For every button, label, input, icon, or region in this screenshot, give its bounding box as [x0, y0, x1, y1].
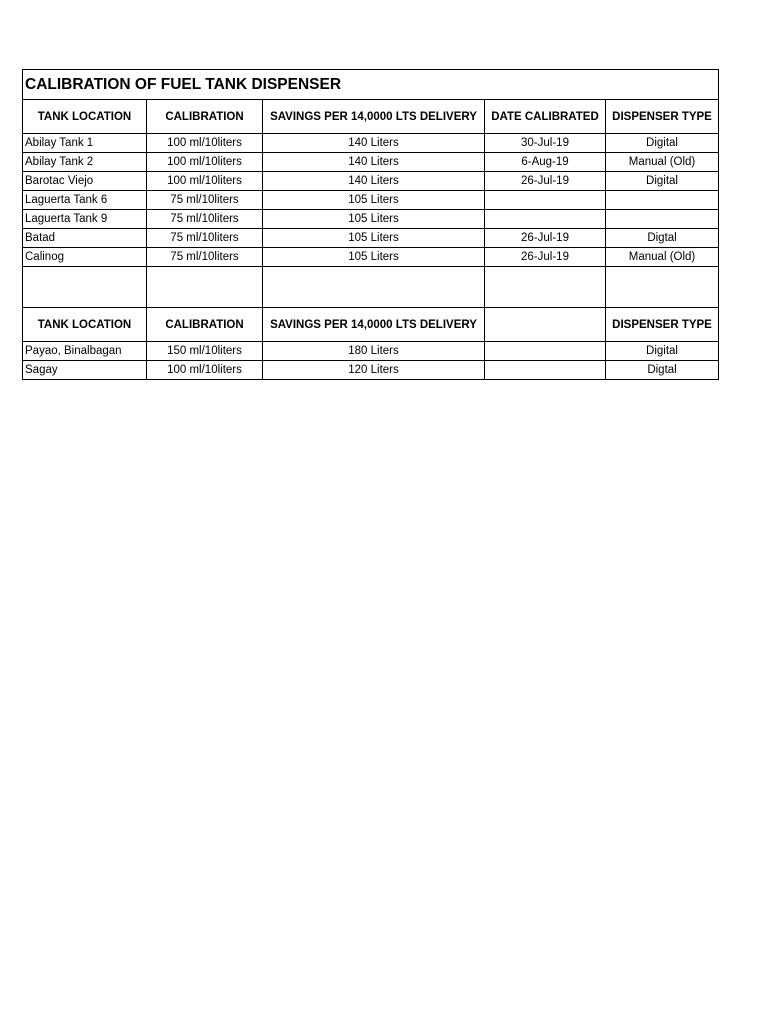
- cell-dispenser-type: Manual (Old): [606, 153, 719, 172]
- cell-savings: 105 Liters: [263, 191, 485, 210]
- cell-calibration: 100 ml/10liters: [147, 153, 263, 172]
- cell-savings: 105 Liters: [263, 210, 485, 229]
- cell-savings: 140 Liters: [263, 134, 485, 153]
- table-row: [23, 134, 719, 153]
- cell-tank-location: Barotac Viejo: [23, 172, 147, 191]
- cell-date-calibrated: 26-Jul-19: [485, 172, 606, 191]
- cell-savings: 105 Liters: [263, 229, 485, 248]
- cell-dispenser-type: Digtal: [606, 229, 719, 248]
- cell-date-calibrated: [485, 361, 606, 380]
- table-row: [23, 191, 719, 210]
- column-header-tank-location: TANK LOCATION: [23, 100, 147, 134]
- column-header-tank-location: TANK LOCATION: [23, 308, 147, 342]
- empty-cell: [606, 267, 719, 308]
- cell-date-calibrated: 6-Aug-19: [485, 153, 606, 172]
- cell-dispenser-type: Manual (Old): [606, 248, 719, 267]
- cell-tank-location: Calinog: [23, 248, 147, 267]
- cell-date-calibrated: 30-Jul-19: [485, 134, 606, 153]
- column-header-date-calibrated: DATE CALIBRATED: [485, 100, 606, 134]
- cell-tank-location: Abilay Tank 1: [23, 134, 147, 153]
- cell-date-calibrated: [485, 210, 606, 229]
- cell-tank-location: Laguerta Tank 6: [23, 191, 147, 210]
- table-row: [23, 342, 719, 361]
- calibration-table: [22, 69, 719, 380]
- cell-savings: 140 Liters: [263, 172, 485, 191]
- cell-tank-location: Payao, Binalbagan: [23, 342, 147, 361]
- blank-row: [23, 267, 719, 308]
- cell-calibration: 75 ml/10liters: [147, 248, 263, 267]
- cell-savings: 180 Liters: [263, 342, 485, 361]
- cell-calibration: 100 ml/10liters: [147, 361, 263, 380]
- cell-date-calibrated: [485, 342, 606, 361]
- sheet-title: CALIBRATION OF FUEL TANK DISPENSER: [23, 70, 719, 100]
- table-row: [23, 210, 719, 229]
- cell-savings: 120 Liters: [263, 361, 485, 380]
- column-header-dispenser-type: DISPENSER TYPE: [606, 100, 719, 134]
- table-row: [23, 172, 719, 191]
- column-header-date-calibrated: [485, 308, 606, 342]
- column-header-savings: SAVINGS PER 14,0000 LTS DELIVERY: [263, 100, 485, 134]
- title-row: [23, 70, 719, 100]
- cell-savings: 105 Liters: [263, 248, 485, 267]
- cell-calibration: 75 ml/10liters: [147, 229, 263, 248]
- cell-dispenser-type: [606, 191, 719, 210]
- column-header-dispenser-type: DISPENSER TYPE: [606, 308, 719, 342]
- cell-calibration: 100 ml/10liters: [147, 172, 263, 191]
- table-row: [23, 361, 719, 380]
- header-row-2: [23, 308, 719, 342]
- cell-tank-location: Sagay: [23, 361, 147, 380]
- cell-tank-location: Abilay Tank 2: [23, 153, 147, 172]
- cell-dispenser-type: Digital: [606, 134, 719, 153]
- cell-dispenser-type: [606, 210, 719, 229]
- cell-calibration: 75 ml/10liters: [147, 191, 263, 210]
- table-row: [23, 248, 719, 267]
- table-row: [23, 153, 719, 172]
- cell-dispenser-type: Digital: [606, 342, 719, 361]
- cell-tank-location: Laguerta Tank 9: [23, 210, 147, 229]
- table-row: [23, 229, 719, 248]
- header-row-1: [23, 100, 719, 134]
- empty-cell: [23, 267, 147, 308]
- column-header-calibration: CALIBRATION: [147, 308, 263, 342]
- cell-date-calibrated: [485, 191, 606, 210]
- column-header-savings: SAVINGS PER 14,0000 LTS DELIVERY: [263, 308, 485, 342]
- cell-dispenser-type: Digital: [606, 172, 719, 191]
- column-header-calibration: CALIBRATION: [147, 100, 263, 134]
- empty-cell: [485, 267, 606, 308]
- empty-cell: [263, 267, 485, 308]
- cell-calibration: 100 ml/10liters: [147, 134, 263, 153]
- cell-savings: 140 Liters: [263, 153, 485, 172]
- cell-tank-location: Batad: [23, 229, 147, 248]
- cell-date-calibrated: 26-Jul-19: [485, 229, 606, 248]
- empty-cell: [147, 267, 263, 308]
- cell-calibration: 150 ml/10liters: [147, 342, 263, 361]
- cell-calibration: 75 ml/10liters: [147, 210, 263, 229]
- cell-dispenser-type: Digtal: [606, 361, 719, 380]
- cell-date-calibrated: 26-Jul-19: [485, 248, 606, 267]
